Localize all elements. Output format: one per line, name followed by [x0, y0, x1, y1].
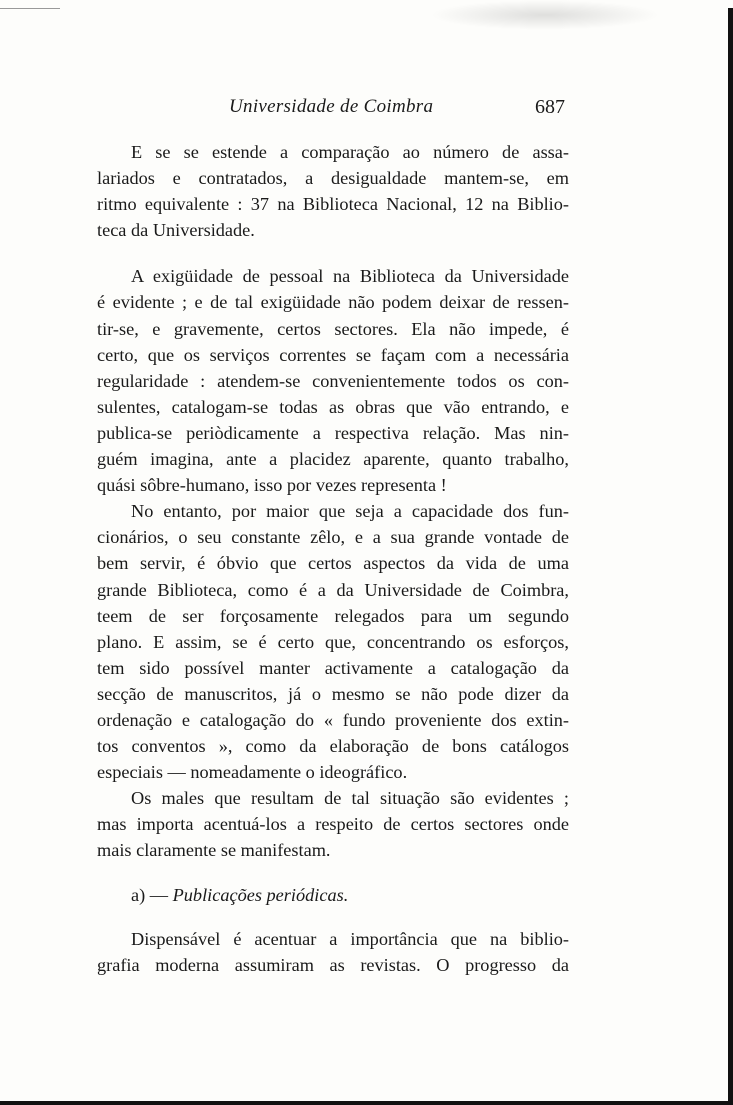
text-line: sulentes, catalogam-se todas as obras que vão entrando, e [97, 396, 569, 417]
scan-edge-top [0, 8, 60, 9]
text-line: mais claramente se manifestam. [97, 840, 331, 861]
text-line: tem sido possível manter activamente a catalogação da [97, 657, 569, 678]
text-line: teem de ser forçosamente relegados para um segundo [97, 605, 569, 626]
text-line: ritmo equivalente : 37 na Biblioteca Nacional, 12 na Biblio- [97, 194, 569, 215]
text-line: A exigüidade de pessoal na Biblioteca da Universidade [131, 266, 569, 287]
running-title: Universidade de Coimbra [229, 96, 434, 117]
text-line: bem servir, é óbvio que certos aspectos da vida de uma [97, 553, 569, 574]
text-line: cionários, o seu constante zêlo, e a sua grande vontade de [97, 527, 569, 548]
scan-edge-bottom [0, 1101, 733, 1105]
paragraph-3 [97, 498, 569, 785]
scan-speckle [430, 0, 660, 30]
paragraph-2 [97, 263, 569, 498]
text-line: tir-se, e gravemente, certos sectores. Ela não impede, é [97, 318, 569, 339]
page-header [97, 96, 569, 124]
text-line: mas importa acentuá-los a respeito de certos sectores onde [97, 814, 569, 835]
text-line: certo, que os serviços correntes se façam com a necessária [97, 344, 569, 365]
text-line: Os males que resultam de tal situação são evidentes ; [131, 788, 569, 809]
text-line: ordenação e catalogação do « fundo proveniente dos extin- [97, 709, 569, 730]
text-line: grafia moderna assumiram as revistas. O progresso da [97, 954, 569, 975]
text-line: lariados e contratados, a desigualdade mantem-se, em [97, 168, 569, 189]
subheading-line [97, 882, 569, 908]
page-number: 687 [535, 96, 565, 118]
text-line: publica-se periòdicamente a respectiva relação. Mas nin- [97, 422, 569, 443]
paragraph-gap [97, 908, 569, 926]
subheading-title: Publicações periódicas. [172, 884, 349, 905]
paragraph-gap [97, 243, 569, 263]
text-line: grande Biblioteca, como é a da Universidade de Coimbra, [97, 579, 569, 600]
text-line: guém imagina, ante a placidez aparente, quanto trabalho, [97, 449, 569, 470]
paragraph-5 [97, 926, 569, 978]
text-line: E se se estende a comparação ao número de assa- [131, 142, 569, 162]
page-body [97, 139, 569, 978]
text-line: secção de manuscritos, já o mesmo se não pode dizer da [97, 683, 569, 704]
text-line: teca da Universidade. [97, 220, 255, 241]
paragraph-gap [97, 864, 569, 882]
paragraph-4 [97, 785, 569, 863]
text-line: tos conventos », como da elaboração de bons catálogos [97, 736, 569, 757]
text-line: é evidente ; e de tal exigüidade não podem deixar de ressen- [97, 292, 569, 313]
subheading-prefix: a) — [131, 884, 173, 905]
text-line: especiais — nomeadamente o ideográfico. [97, 762, 408, 783]
text-line: No entanto, por maior que seja a capacidade dos fun- [131, 501, 569, 522]
text-line: plano. E assim, se é certo que, concentrando os esforços, [97, 631, 569, 652]
section-subheading [97, 882, 569, 908]
paragraph-1 [97, 139, 569, 243]
text-line: Dispensável é acentuar a importância que na biblio- [131, 928, 569, 949]
text-line: regularidade : atendem-se convenientemente todos os con- [97, 370, 569, 391]
text-line: quási sôbre-humano, isso por vezes representa ! [97, 475, 447, 496]
scan-edge-right [728, 8, 733, 1105]
